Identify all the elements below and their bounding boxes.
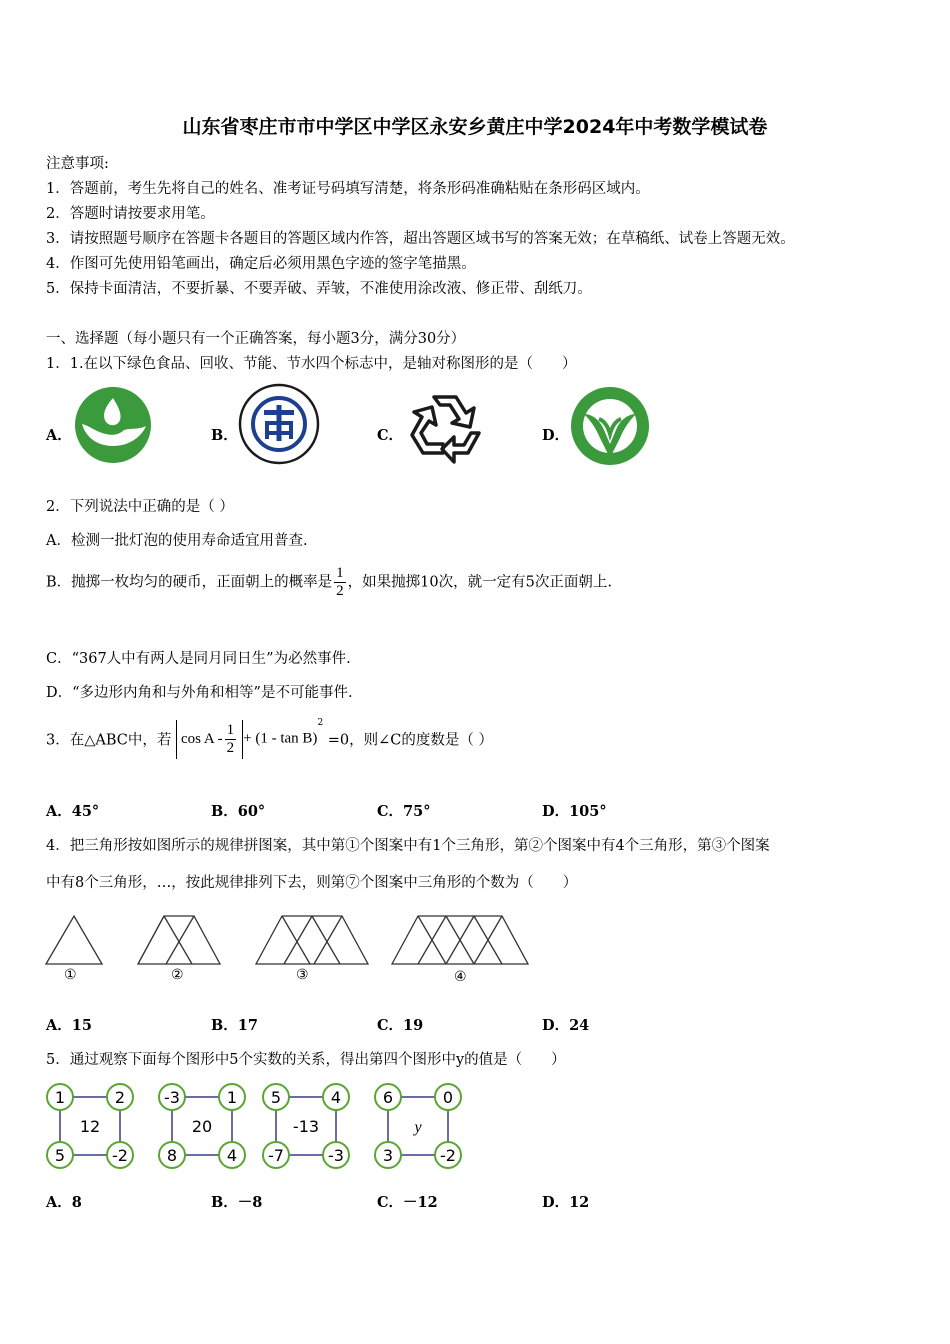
corner-value: 5: [270, 1088, 282, 1107]
number-square-3: [263, 1084, 349, 1168]
corner-value: 0: [442, 1088, 454, 1107]
corner-value: 4: [226, 1146, 238, 1165]
figure-label: ①: [64, 967, 77, 983]
q5-option-a[interactable]: A．8: [46, 1194, 82, 1211]
q4-stem-line2: 中有8个三角形，…，按此规律排列下去，则第⑦个图案中三角形的个数为（ ）: [46, 875, 578, 891]
q2-option-c[interactable]: C．“367人中有两人是同月同日生”为必然事件.: [46, 651, 351, 667]
number-square-1: [47, 1084, 133, 1168]
q2-option-b-text-end: ，如果抛掷10次，就一定有5次正面朝上.: [347, 574, 612, 591]
q2-option-a[interactable]: A．检测一批灯泡的使用寿命适宜用普查.: [46, 533, 308, 549]
corner-value: -2: [112, 1146, 128, 1165]
fraction: $\frac{1}{2}$: [336, 565, 344, 599]
page-title: 山东省枣庄市市中学区中学区永安乡黄庄中学2024年中考数学模试卷: [182, 116, 768, 138]
corner-value: -2: [440, 1146, 456, 1165]
figure-label: ③: [296, 967, 309, 983]
q5-option-b[interactable]: B．－8: [211, 1194, 263, 1211]
q1-option-c[interactable]: C．: [377, 427, 404, 444]
note-item: 5．保持卡面清洁，不要折暴、不要弄破、弄皱，不准使用涂改液、修正带、刮纸刀。: [46, 281, 592, 297]
corner-value: 8: [166, 1146, 178, 1165]
q4-option-d[interactable]: D．24: [542, 1017, 590, 1034]
note-item: 1．答题前，考生先将自己的姓名、准考证号码填写清楚，将条形码准确粘贴在条形码区域内。: [46, 181, 650, 197]
corner-value: 2: [114, 1088, 126, 1107]
q3-stem: 3．在△ABC中，若 cos A - $\frac{1}{2}$ + (1 - tan B)$^2$ =0，则∠C的度数是（ ）: [46, 718, 493, 759]
green-food-logo: [74, 386, 152, 464]
corner-value: -3: [328, 1146, 344, 1165]
corner-value: 1: [226, 1088, 238, 1107]
abs-expression: cos A - $\frac{1}{2}$: [176, 720, 243, 759]
note-item: 4．作图可先使用铅笔画出，确定后必须用黑色字迹的签字笔描黑。: [46, 256, 476, 272]
q4-option-a[interactable]: A．15: [46, 1017, 92, 1034]
recycle-logo: [404, 387, 486, 465]
q3-option-c[interactable]: C．75°: [377, 803, 431, 820]
corner-value: 5: [54, 1146, 66, 1165]
q1-option-b[interactable]: B．: [211, 427, 238, 444]
center-value: 20: [191, 1117, 213, 1136]
q4-stem-line1: 4．把三角形按如图所示的规律拼图案，其中第①个图案中有1个三角形，第②个图案中有4个三角形，第③个图案: [46, 838, 770, 854]
number-square-2: [159, 1084, 245, 1168]
q3-option-d[interactable]: D．105°: [542, 803, 607, 820]
q1-stem: 1．1.在以下绿色食品、回收、节能、节水四个标志中，是轴对称图形的是（ ）: [46, 356, 577, 372]
q4-option-c[interactable]: C．19: [377, 1017, 424, 1034]
section-heading: 一、选择题（每小题只有一个正确答案，每小题3分，满分30分）: [46, 331, 466, 347]
number-square-figures: [44, 1081, 464, 1173]
q1-option-a[interactable]: A．: [46, 427, 72, 444]
corner-value: 4: [330, 1088, 342, 1107]
q4-option-b[interactable]: B．17: [211, 1017, 258, 1034]
figure-label: ②: [171, 967, 184, 983]
water-saving-logo: [570, 386, 650, 466]
q3-option-a[interactable]: A．45°: [46, 803, 100, 820]
q1-option-d[interactable]: D．: [542, 427, 570, 444]
corner-value: 1: [54, 1088, 66, 1107]
note-item: 2．答题时请按要求用笔。: [46, 206, 215, 222]
center-value: y: [414, 1119, 422, 1136]
q3-option-b[interactable]: B．60°: [211, 803, 266, 820]
corner-value: 6: [382, 1088, 394, 1107]
corner-value: -3: [164, 1088, 180, 1107]
center-value: 12: [79, 1117, 101, 1136]
q5-option-c[interactable]: C．－12: [377, 1194, 438, 1211]
q2-stem: 2．下列说法中正确的是（ ）: [46, 499, 234, 515]
q2-option-d[interactable]: D．“多边形内角和与外角和相等”是不可能事件.: [46, 685, 353, 701]
q5-stem: 5．通过观察下面每个图形中5个实数的关系，得出第四个图形中y的值是（ ）: [46, 1052, 566, 1068]
q2-option-b[interactable]: [46, 565, 612, 600]
corner-value: 3: [382, 1146, 394, 1165]
corner-value: -7: [268, 1146, 284, 1165]
number-square-4: [375, 1084, 461, 1168]
energy-saving-logo: [238, 383, 320, 465]
note-item: 3．请按照题号顺序在答题卡各题目的答题区域内作答，超出答题区域书写的答案无效；在草稿纸、试卷上答题无效。: [46, 231, 795, 247]
notes-heading: 注意事项:: [46, 156, 109, 172]
q2-option-b-text: B．抛掷一枚均匀的硬币，正面朝上的概率是: [46, 574, 333, 591]
center-value: -13: [292, 1117, 320, 1136]
q5-option-d[interactable]: D．12: [542, 1194, 590, 1211]
figure-label: ④: [454, 969, 467, 985]
